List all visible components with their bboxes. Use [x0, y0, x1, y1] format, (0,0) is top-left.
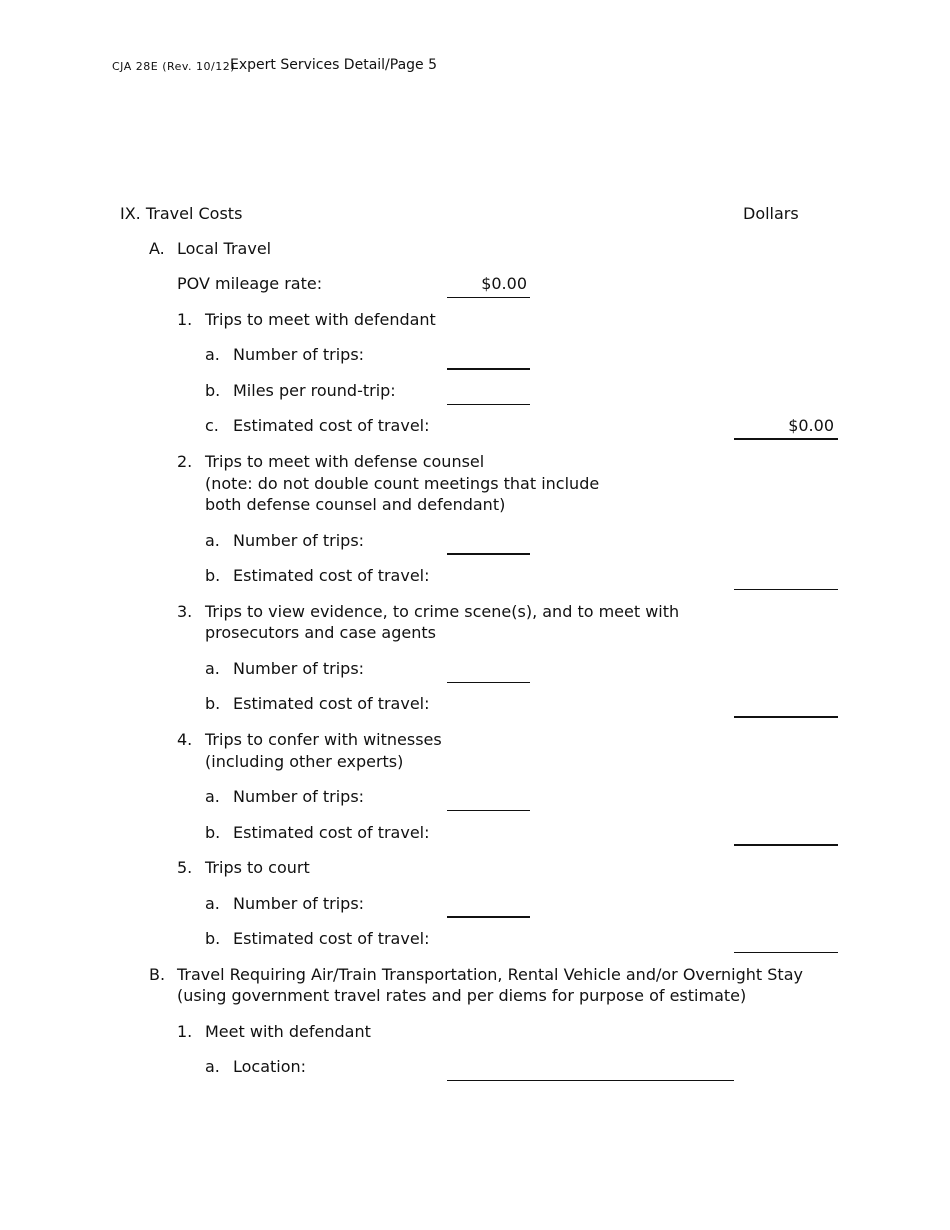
item-title: Trips to court — [205, 858, 310, 877]
estimated-cost-label: Estimated cost of travel: — [233, 566, 430, 585]
trips-witness-count-field[interactable] — [447, 789, 530, 811]
field-underline — [734, 844, 838, 846]
item-number: 3. — [177, 602, 193, 621]
sub-label: b. — [205, 694, 221, 713]
air-travel-label: B. — [149, 965, 166, 984]
field-underline — [734, 589, 838, 590]
trips-evidence-count-field[interactable] — [447, 661, 530, 683]
pov-mileage-field[interactable]: $0.00 — [481, 274, 527, 293]
local-travel-label: A. — [149, 239, 165, 258]
item-note: both defense counsel and defendant) — [205, 495, 506, 514]
local-travel-title: Local Travel — [177, 239, 272, 258]
sub-label: a. — [205, 894, 220, 913]
field-underline — [734, 438, 838, 440]
item-note: prosecutors and case agents — [205, 623, 436, 642]
dollars-column-label: Dollars — [743, 204, 799, 223]
miles-per-trip-field[interactable] — [447, 383, 530, 405]
section-title: IX. Travel Costs — [120, 204, 243, 223]
item-title: Meet with defendant — [205, 1022, 371, 1041]
sub-label: b. — [205, 566, 221, 585]
sub-label: b. — [205, 823, 221, 842]
field-underline — [447, 553, 530, 555]
item-title: Trips to view evidence, to crime scene(s), and to meet with — [205, 602, 680, 621]
field-underline — [447, 1080, 734, 1081]
field-underline — [734, 716, 838, 718]
form-id: CJA 28E (Rev. 10/12) — [112, 60, 236, 73]
field-underline — [447, 368, 530, 370]
item-number: 5. — [177, 858, 193, 877]
field-underline — [447, 916, 530, 918]
number-of-trips-label: Number of trips: — [233, 787, 365, 806]
item-number: 4. — [177, 730, 193, 749]
estimated-cost-label: Estimated cost of travel: — [233, 416, 430, 435]
item-number: 1. — [177, 1022, 193, 1041]
trips-defendant-cost-field[interactable]: $0.00 — [788, 416, 834, 435]
trips-counsel-cost-field[interactable] — [734, 567, 834, 589]
item-title: Trips to confer with witnesses — [205, 730, 442, 749]
sub-label: a. — [205, 1057, 220, 1076]
estimated-cost-label: Estimated cost of travel: — [233, 694, 430, 713]
estimated-cost-label: Estimated cost of travel: — [233, 823, 430, 842]
air-travel-title: Travel Requiring Air/Train Transportation, Rental Vehicle and/or Overnight Stay — [177, 965, 803, 984]
item-note: (note: do not double count meetings that include — [205, 474, 600, 493]
trips-defendant-count-field[interactable] — [447, 347, 530, 369]
air-travel-note: (using government travel rates and per diems for purpose of estimate) — [177, 986, 747, 1005]
trips-evidence-cost-field[interactable] — [734, 695, 834, 717]
field-underline — [447, 404, 530, 405]
sub-label: a. — [205, 531, 220, 550]
number-of-trips-label: Number of trips: — [233, 659, 365, 678]
sub-label: a. — [205, 659, 220, 678]
item-number: 2. — [177, 452, 193, 471]
field-underline — [447, 682, 530, 683]
estimated-cost-label: Estimated cost of travel: — [233, 929, 430, 948]
number-of-trips-label: Number of trips: — [233, 345, 365, 364]
item-title: Trips to meet with defendant — [205, 310, 436, 329]
miles-per-trip-label: Miles per round-trip: — [233, 381, 396, 400]
field-underline — [447, 810, 530, 811]
number-of-trips-label: Number of trips: — [233, 531, 365, 550]
item-note: (including other experts) — [205, 752, 404, 771]
pov-mileage-underline — [447, 297, 530, 298]
trips-witness-cost-field[interactable] — [734, 823, 834, 845]
sub-label: c. — [205, 416, 219, 435]
pov-mileage-label: POV mileage rate: — [177, 274, 323, 293]
trips-court-cost-field[interactable] — [734, 930, 834, 952]
sub-label: b. — [205, 381, 221, 400]
item-title: Trips to meet with defense counsel — [205, 452, 485, 471]
sub-label: a. — [205, 345, 220, 364]
sub-label: b. — [205, 929, 221, 948]
field-underline — [734, 952, 838, 953]
trips-counsel-count-field[interactable] — [447, 532, 530, 554]
trips-court-count-field[interactable] — [447, 895, 530, 917]
location-label: Location: — [233, 1057, 307, 1076]
sub-label: a. — [205, 787, 220, 806]
page-title: Expert Services Detail/Page 5 — [230, 57, 438, 73]
location-field[interactable] — [447, 1058, 733, 1080]
number-of-trips-label: Number of trips: — [233, 894, 365, 913]
item-number: 1. — [177, 310, 193, 329]
